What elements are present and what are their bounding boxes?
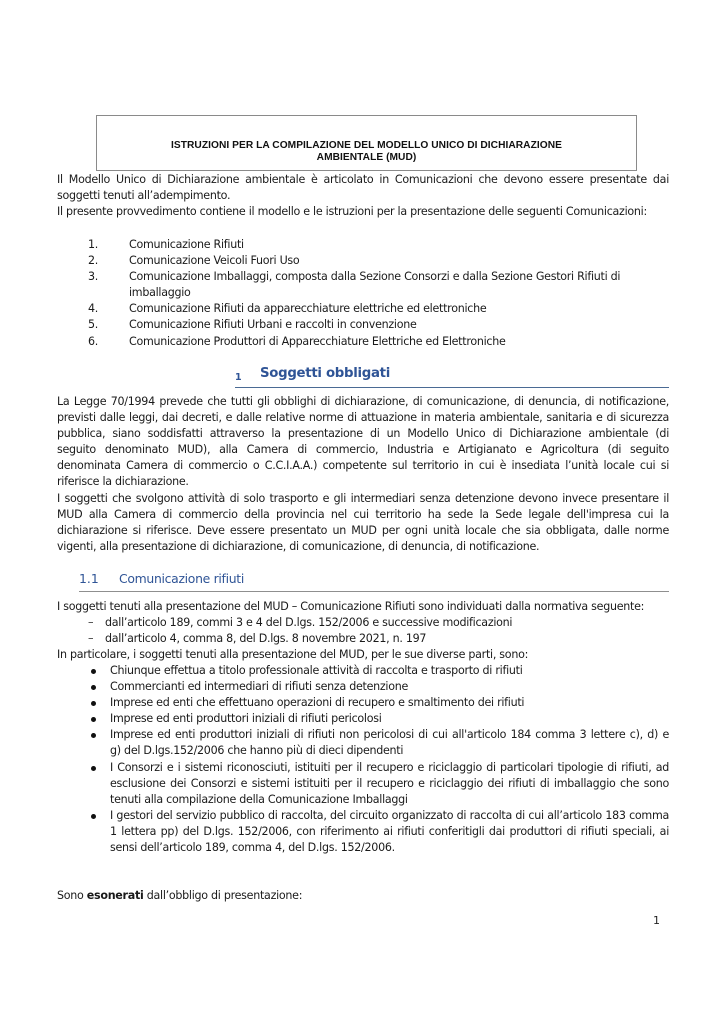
dash-marker-icon: –	[88, 632, 94, 646]
bullet-icon	[91, 717, 96, 722]
list-item	[88, 317, 668, 333]
intro-line: Il Modello Unico di Dichiarazione ambientale è articolato in Comunicazioni che devono essere presentate dai	[57, 173, 669, 186]
list-text: 1 lettera pp) del D.lgs. 152/2006, con riferimento ai rifiuti conferitigli dai produttori di rifiuti speciali, ai	[110, 824, 669, 838]
list-text: I gestori del servizio pubblico di raccolta, del circuito organizzato di raccolta di cui all’articolo 183 comma	[110, 808, 669, 822]
legal-reference-list	[88, 615, 668, 647]
list-text: esclusione dei Consorzi e sistemi istituiti per il recupero e riciclaggio dei rifiuti di imballaggio che sono	[110, 776, 669, 790]
text-line: previsti dalle leggi, dai decreti, e dalle relative norme di attuazione in materia ambientale, sanitaria e di sicurezza	[57, 411, 669, 425]
text-line: MUD alla Camera di commercio della provincia nel cui territorio ha sede la Sede legale dell'impresa cui la	[57, 507, 669, 521]
list-text: Chiunque effettua a titolo professionale attività di raccolta e trasporto di rifiuti	[110, 664, 523, 677]
communications-list	[88, 237, 668, 350]
list-text: Commercianti ed intermediari di rifiuti senza detenzione	[110, 680, 409, 694]
list-item	[88, 269, 668, 301]
intro-line: Il presente provvedimento contiene il modello e le istruzioni per la presentazione delle seguenti Comunicazioni:	[57, 205, 647, 219]
list-number: 4.	[88, 302, 99, 316]
section-number: 1.1	[79, 571, 99, 586]
document-title-line-1: ISTRUZIONI PER LA COMPILAZIONE DEL MODELLO UNICO DI DICHIARAZIONE	[171, 140, 562, 151]
list-text: g) del D.lgs.152/2006 che hanno più di dieci dipendenti	[110, 744, 404, 758]
list-text: tenuti alla compilazione della Comunicazione Imballaggi	[110, 792, 408, 806]
text-fragment: Sono	[57, 889, 87, 902]
text-fragment: dall’obbligo di presentazione:	[143, 889, 303, 902]
intro-line: soggetti tenuti all’adempimento.	[57, 189, 231, 203]
text-line: riferisce la dichiarazione.	[57, 475, 189, 489]
list-number: 2.	[88, 254, 99, 268]
list-item	[88, 727, 669, 759]
bullet-icon	[91, 669, 96, 674]
text-line: vigenti, alla presentazione di dichiarazione, di comunicazione, di denuncia, di notificazione.	[57, 539, 540, 553]
text-line: dichiarazione si riferisce. Deve essere presentato un MUD per ogni unità locale che sia obbligata, dalle norme	[57, 523, 669, 537]
list-text: Comunicazione Veicoli Fuori Uso	[129, 254, 300, 268]
section1-paragraph-1	[57, 394, 669, 555]
bullet-icon	[91, 733, 96, 738]
section-title: Soggetti obbligati	[260, 366, 390, 381]
bullet-icon	[91, 814, 96, 819]
bullet-icon	[91, 766, 96, 771]
list-item	[88, 301, 668, 317]
list-item	[88, 760, 669, 808]
list-number: 3.	[88, 270, 99, 284]
list-text: Comunicazione Produttori di Apparecchiature Elettriche ed Elettroniche	[129, 334, 506, 348]
bullet-icon	[91, 685, 96, 690]
list-item	[88, 631, 668, 647]
list-text: Comunicazione Rifiuti Urbani e raccolti in convenzione	[129, 318, 417, 332]
text-line: denominata Camera di commercio o C.C.I.A.A.) competente sul territorio in cui è insediata l’unità locale cui si	[57, 459, 669, 473]
bold-text: esonerati	[86, 889, 144, 902]
list-text: dall’articolo 189, commi 3 e 4 del D.lgs. 152/2006 e successive modificazioni	[105, 616, 513, 629]
list-item	[88, 679, 669, 695]
text-line: I soggetti che svolgono attività di solo trasporto e gli intermediari senza detenzione devono invece presentare il	[57, 491, 669, 505]
obligated-subjects-list	[88, 663, 669, 856]
list-number: 1.	[88, 238, 99, 251]
text-line: seguito denominato MUD), alla Camera di commercio, Industria e Artigianato e Agricoltura (di seguito	[57, 443, 669, 457]
section1-1-intro	[57, 599, 669, 615]
list-item	[88, 237, 668, 253]
title-box	[96, 115, 637, 171]
particular-paragraph	[57, 647, 669, 663]
list-text: Comunicazione Rifiuti	[129, 238, 244, 251]
page-number: 1	[653, 914, 660, 927]
list-item	[88, 711, 669, 727]
dash-marker-icon: –	[88, 616, 94, 629]
list-text: I Consorzi e i sistemi riconosciuti, istituiti per il recupero e riciclaggio di particolari tipologie di rifiuti, ad	[110, 760, 669, 774]
list-item	[88, 663, 669, 679]
list-text: Imprese ed enti che effettuano operazioni di recupero e smaltimento dei rifiuti	[110, 696, 525, 710]
list-text: Imprese ed enti produttori iniziali di rifiuti non pericolosi di cui all'articolo 184 comma 3 lettere c), d) e	[110, 728, 669, 742]
list-item	[88, 808, 669, 856]
text-line: La Legge 70/1994 prevede che tutti gli obblighi di dichiarazione, di comunicazione, di denuncia, di notificazione,	[57, 395, 669, 408]
list-text: Comunicazione Imballaggi, composta dalla Sezione Consorzi e dalla Sezione Gestori Rifiuti di	[129, 270, 621, 284]
text-line: In particolare, i soggetti tenuti alla presentazione del MUD, per le sue diverse parti, sono:	[57, 648, 529, 661]
list-number: 5.	[88, 318, 99, 332]
section-title: Comunicazione rifiuti	[119, 571, 244, 586]
exemption-paragraph	[57, 888, 669, 904]
section-heading-1-1	[79, 568, 669, 592]
list-item	[88, 334, 668, 350]
list-text: dall’articolo 4, comma 8, del D.lgs. 8 novembre 2021, n. 197	[105, 632, 427, 646]
text-line: pubblica, siano soddisfatti attraverso la presentazione di un Modello Unico di Dichiarazione ambientale (di	[57, 427, 669, 441]
intro-paragraph	[57, 172, 669, 220]
bullet-icon	[91, 701, 96, 706]
list-text: sensi dell’articolo 189, comma 4, del D.lgs. 152/2006.	[110, 841, 395, 855]
list-text: imballaggio	[129, 286, 191, 300]
list-item	[88, 695, 669, 711]
list-number: 6.	[88, 334, 99, 348]
list-item	[88, 253, 668, 269]
document-title-line-2: AMBIENTALE (MUD)	[316, 152, 417, 163]
section-number: 1	[235, 372, 242, 383]
text-line: I soggetti tenuti alla presentazione del MUD – Comunicazione Rifiuti sono individuati dalla normativa seguente:	[57, 600, 645, 613]
list-text: Comunicazione Rifiuti da apparecchiature elettriche ed elettroniche	[129, 302, 487, 316]
section-heading-1	[235, 366, 669, 388]
list-item	[88, 615, 668, 631]
list-text: Imprese ed enti produttori iniziali di rifiuti pericolosi	[110, 712, 382, 726]
